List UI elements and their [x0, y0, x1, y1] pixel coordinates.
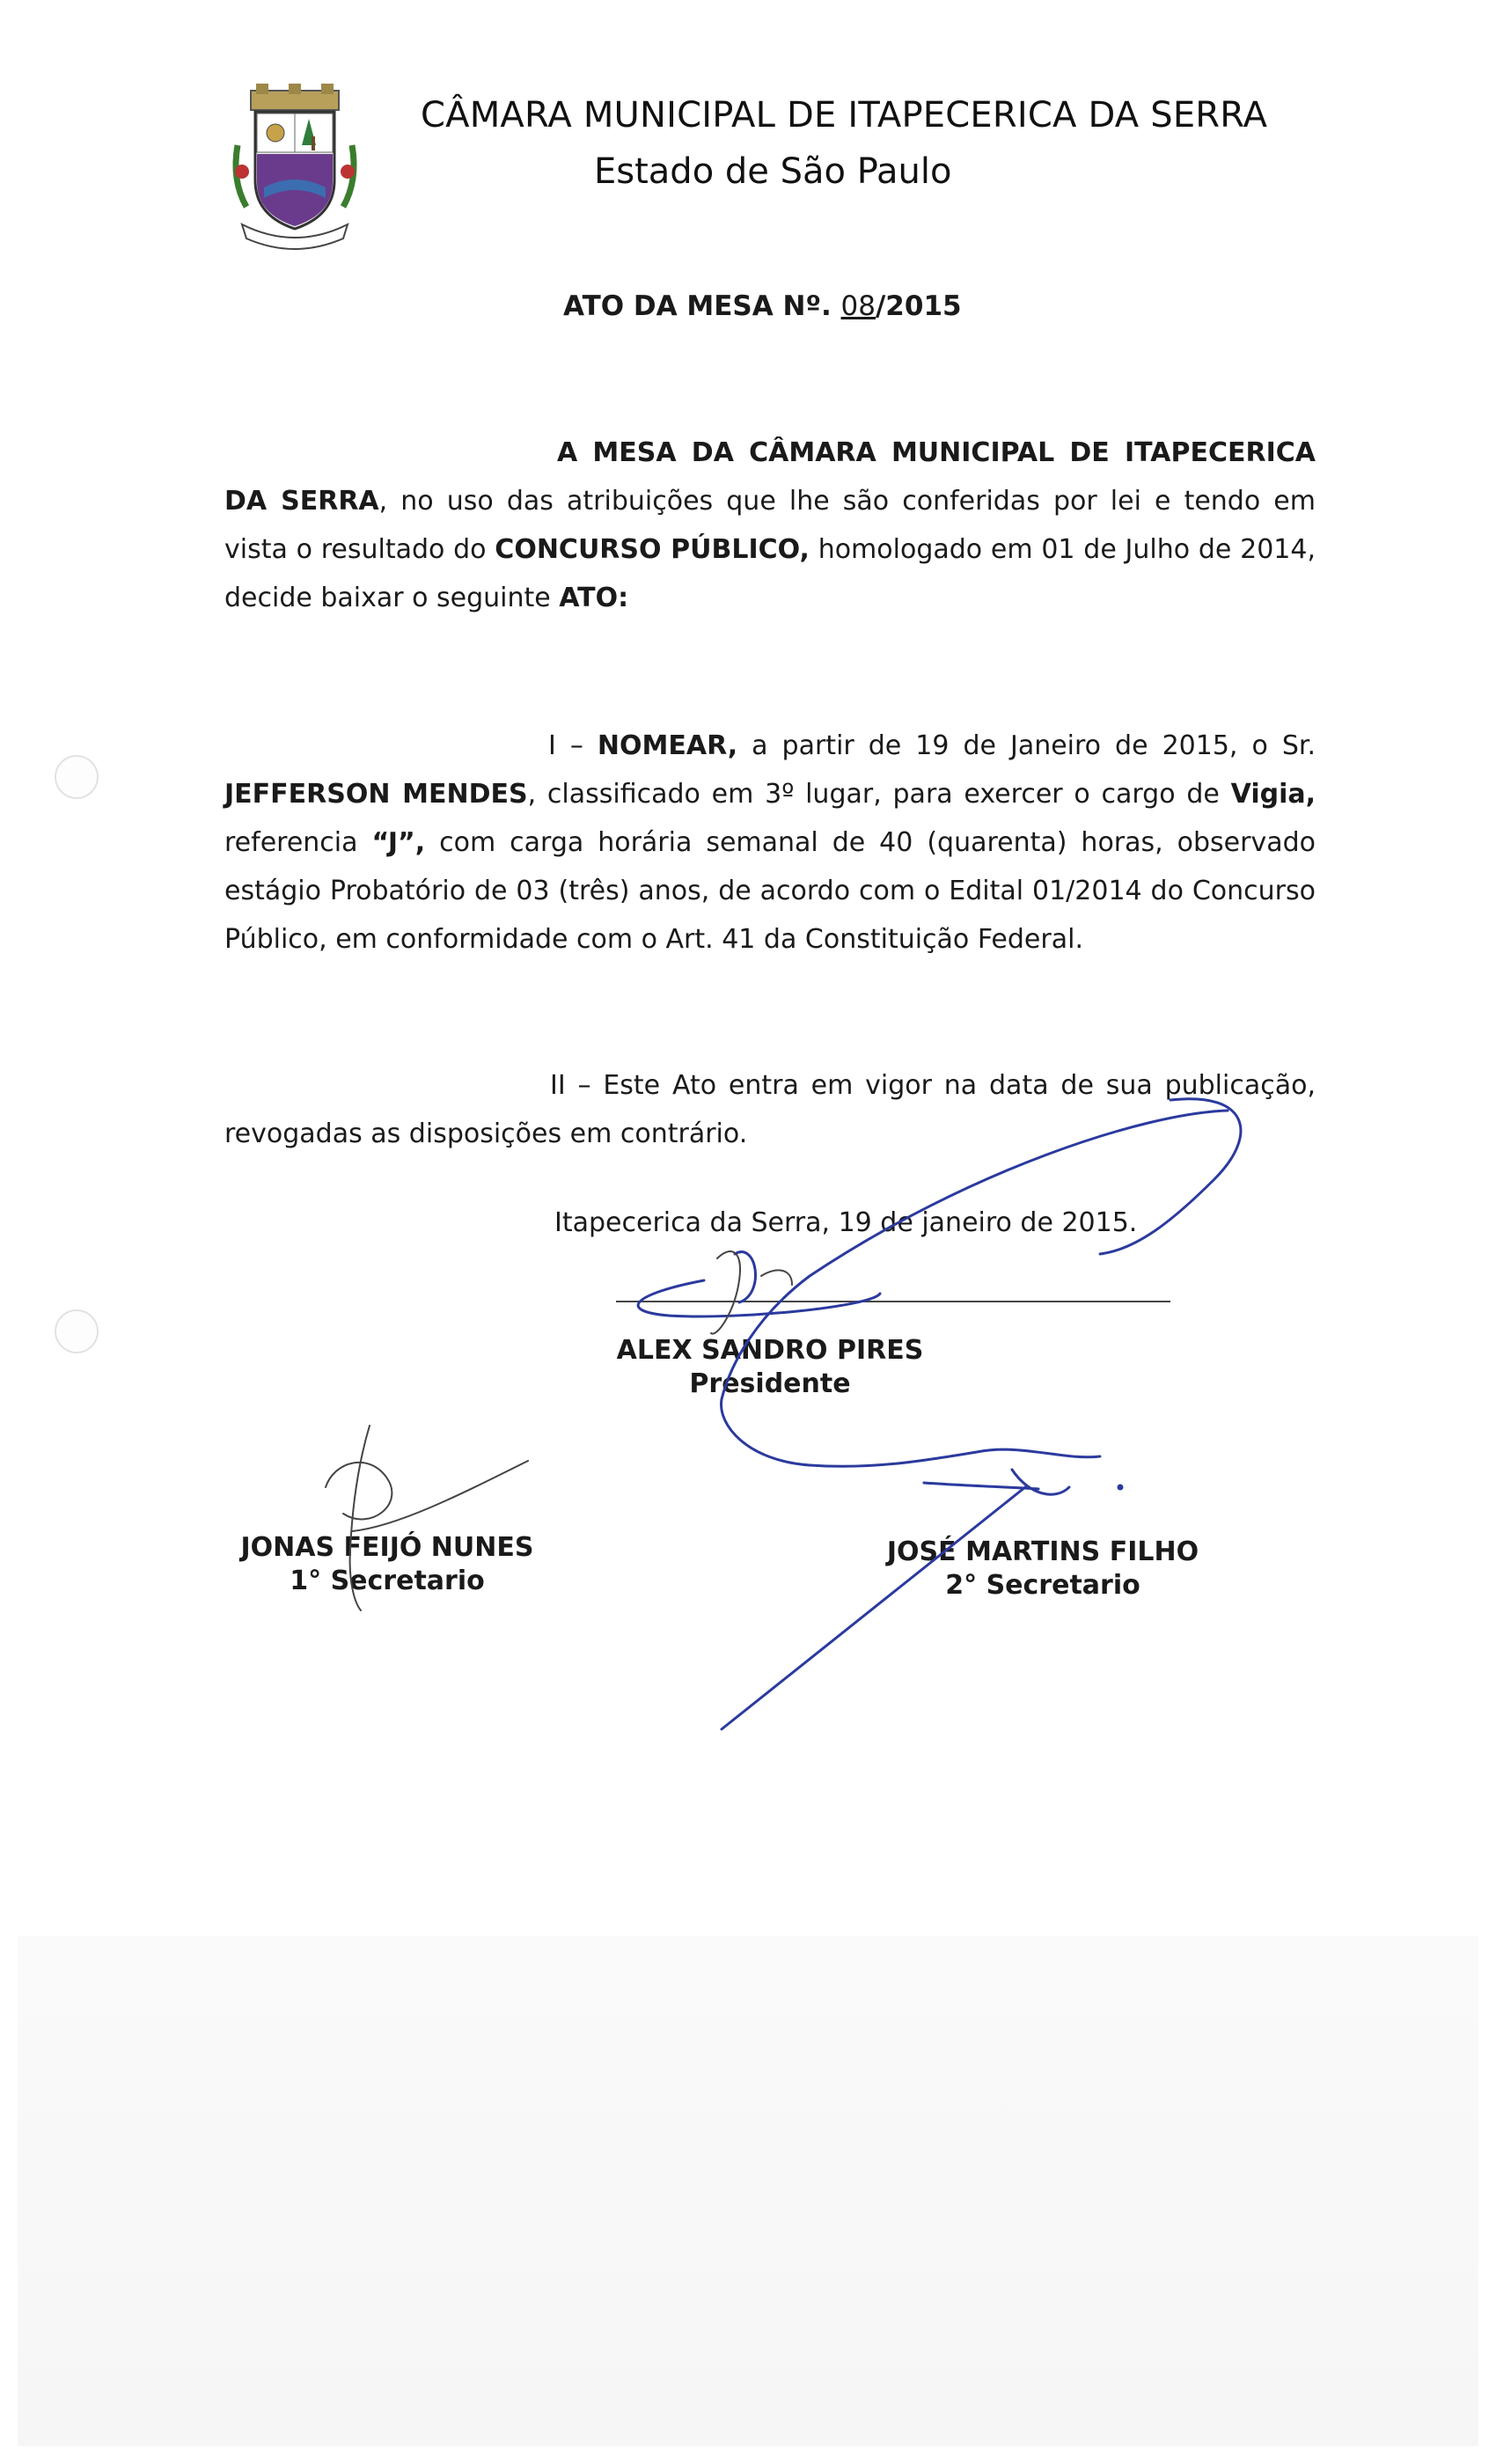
mesa-name-cont: DA SERRA: [224, 486, 379, 517]
institution-title: CÂMARA MUNICIPAL DE ITAPECERICA DA SERRA: [421, 95, 1268, 136]
article-1: [224, 722, 1316, 964]
article-2-text: II – Este Ato entra em vigor na data de sua publicação, revogadas as disposições em contrário.: [224, 1070, 1316, 1149]
nomear-label: NOMEAR,: [597, 730, 738, 761]
punch-hole-bottom: [55, 1309, 99, 1353]
article-1-text-2: , classificado em 3º lugar, para exercer o cargo de: [527, 779, 1231, 810]
act-title: [563, 290, 962, 322]
president-block: [612, 1334, 928, 1401]
act-year: /2015: [875, 290, 962, 322]
appointee-name: JEFFERSON MENDES: [224, 779, 528, 810]
article-1-text-1: a partir de 19 de Janeiro de 2015, o Sr.: [737, 730, 1316, 761]
institution-subtitle: Estado de São Paulo: [594, 151, 952, 192]
second-secretary-block: [871, 1536, 1214, 1602]
president-name: ALEX SANDRO PIRES: [616, 1335, 924, 1366]
second-secretary-role: 2° Secretario: [945, 1570, 1140, 1601]
concurso-label: CONCURSO PÚBLICO,: [495, 534, 810, 565]
mesa-name: A MESA DA CÂMARA MUNICIPAL DE ITAPECERICA: [557, 437, 1316, 468]
role-reference: “J”,: [371, 827, 426, 858]
municipal-crest-icon: [224, 84, 365, 251]
second-secretary-name: JOSÉ MARTINS FILHO: [886, 1536, 1199, 1567]
first-secretary-block: [224, 1531, 550, 1598]
first-secretary-name: JONAS FEIJÓ NUNES: [240, 1532, 534, 1563]
ato-label: ATO:: [559, 583, 629, 613]
intro-paragraph: [224, 429, 1316, 622]
president-signature-line: [616, 1301, 1170, 1302]
article-2: [224, 1061, 1316, 1158]
role-name: Vigia,: [1230, 779, 1316, 810]
punch-hole-top: [55, 755, 99, 799]
place-date-line: Itapecerica da Serra, 19 de janeiro de 2015.: [554, 1207, 1138, 1238]
article-1-numeral: I –: [548, 730, 598, 761]
act-prefix: ATO DA MESA Nº.: [563, 290, 832, 322]
scan-shadow: [18, 1936, 1478, 2446]
president-role: Presidente: [689, 1368, 851, 1399]
intro-text-2: homologado em 01 de Julho de 2014, decide baixar o seguinte: [224, 534, 1316, 613]
intro-text-1: , no uso das atribuições que lhe são conferidas por lei e tendo em vista o resultado do: [224, 486, 1316, 565]
article-1-text-3: referencia: [224, 827, 372, 858]
article-1-text-4: com carga horária semanal de 40 (quarenta) horas, observado estágio Probatório de 03 (três) anos, de acordo com o Edital 01/2014 do Concurso Público, em conformidade com o Art. 41 da Constituição Federal.: [224, 827, 1316, 955]
act-number: 08: [840, 290, 876, 322]
first-secretary-role: 1° Secretario: [290, 1566, 485, 1596]
